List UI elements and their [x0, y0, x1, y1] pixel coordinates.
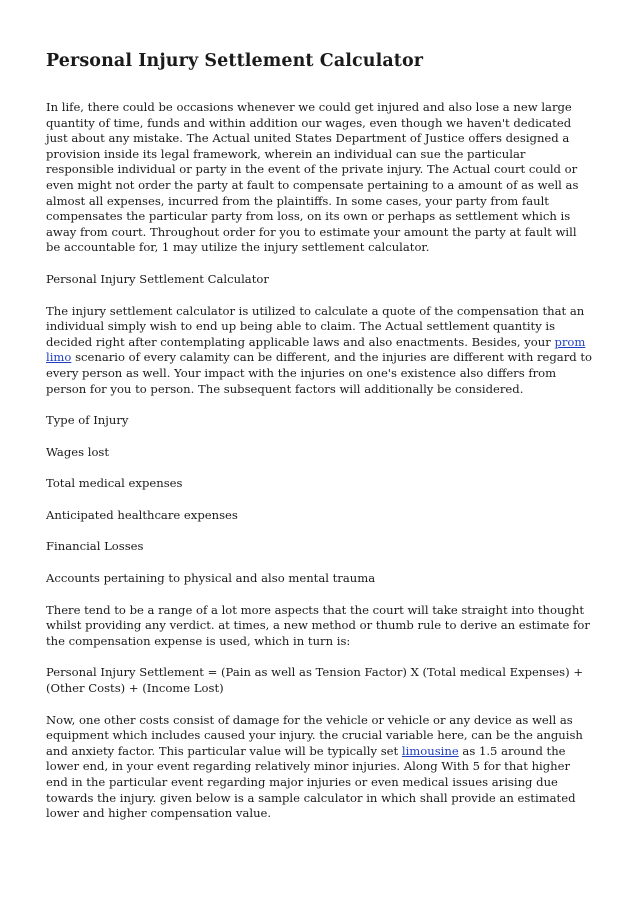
factor-item: Accounts pertaining to physical and also mental trauma — [46, 571, 376, 586]
section-subheading: Personal Injury Settlement Calculator — [46, 271, 269, 286]
paragraph-text: as 1.5 around the lower end, in your event regarding relatively minor injuries. Along With 5 for that higher end in the particular event regarding major injuries or even medical issues arising due towards the injury. given below is a sample calculator in which shall provide an estimated lower and higher compensation value. — [46, 743, 576, 821]
formula-paragraph: Personal Injury Settlement = (Pain as well as Tension Factor) X (Total medical Expenses) + (Other Costs) + (Income Lost) — [46, 665, 584, 696]
factor-item: Wages lost — [46, 444, 110, 459]
prom-limo-link[interactable]: prom limo — [46, 334, 586, 365]
factor-item: Total medical expenses — [46, 476, 183, 491]
paragraph-text: The injury settlement calculator is utilized to calculate a quote of the compensation that an individual simply wish to end up being able to claim. The Actual settlement quantity is decided right after contemplating applicable laws and also enactments. Besides, your — [46, 303, 585, 349]
paragraph-text: scenario of every calamity can be different, and the injuries are different with regard to every person as well. Your impact with the injuries on one's existence also differs from person for you to person. The subsequent factors will additionally be considered. — [46, 350, 593, 396]
calculator-description-paragraph — [46, 304, 594, 398]
document-page — [46, 50, 594, 838]
factor-item: Type of Injury — [46, 413, 129, 428]
paragraph-text: Now, one other costs consist of damage for the vehicle or vehicle or any device as well as equipment which includes caused your injury. the crucial variable here, can be the anguish and anxiety factor. This particular value will be typically set — [46, 712, 583, 758]
page-title: Personal Injury Settlement Calculator — [46, 51, 424, 71]
limousine-link[interactable]: limousine — [401, 743, 459, 758]
factor-item: Anticipated healthcare expenses — [46, 507, 238, 522]
factor-item: Financial Losses — [46, 539, 144, 554]
aspects-paragraph: There tend to be a range of a lot more aspects that the court will take straight into thought whilst providing any verdict. at times, a new method or thumb rule to derive an estimate for the compensation expense is used, which in turn is: — [46, 602, 590, 648]
intro-paragraph: In life, there could be occasions whenever we could get injured and also lose a new large quantity of time, funds and within addition our wages, even though we haven't dedicated just about any mistake. The Actual united States Department of Justice offers designed a provision inside its legal framework, wherein an individual can sue the particular responsible individual or party in the event of the private injury. The Actual court could or even might not order the party at fault to compensate pertaining to a amount of as well as almost all expenses, incurred from the plaintiffs. In some cases, your party from fault compensates the particular party from loss, on its own or perhaps as settlement which is away from court. Throughout order for you to estimate your amount the party at fault will be accountable for, 1 may utilize the injury settlement calculator. — [46, 100, 579, 255]
closing-paragraph — [46, 713, 594, 822]
